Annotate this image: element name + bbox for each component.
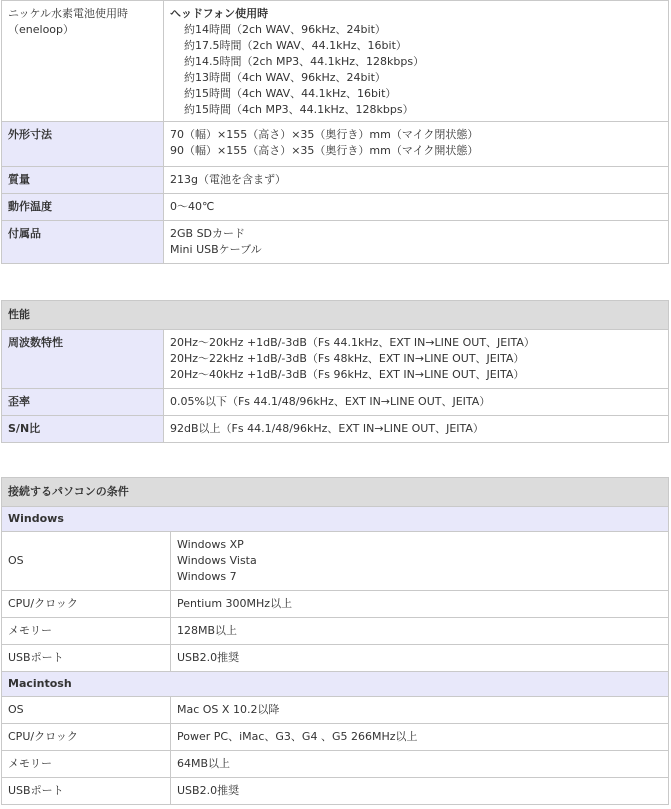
freq-response-label: 周波数特性	[2, 330, 164, 389]
weight-label: 質量	[2, 167, 164, 194]
table-row	[2, 778, 669, 805]
value-line: Windows XP	[177, 538, 244, 551]
operating-temp-value: 0～40℃	[164, 194, 669, 221]
mac-usb-label: USBポート	[2, 778, 171, 805]
table-row	[2, 507, 669, 532]
table-row	[2, 478, 669, 507]
mac-subheading: Macintosh	[2, 672, 669, 697]
value-line: 約15時間（4ch WAV、44.1kHz、16bit）	[184, 87, 397, 100]
value-line: 約17.5時間（2ch WAV、44.1kHz、16bit）	[184, 39, 407, 52]
distortion-value: 0.05%以下（Fs 44.1/48/96kHz、EXT IN→LINE OUT、JEITA）	[164, 389, 669, 416]
value-line: 70（幅）×155（高さ）×35（奥行き）mm（マイク閉状態）	[170, 128, 479, 141]
section-title: 接続するパソコンの条件	[2, 478, 669, 507]
freq-response-value	[164, 330, 669, 389]
mac-os-value: Mac OS X 10.2以降	[171, 697, 669, 724]
table-row	[2, 618, 669, 645]
table-row	[2, 697, 669, 724]
mac-memory-value: 64MB以上	[171, 751, 669, 778]
spec-table-pc-requirements	[1, 477, 669, 805]
battery-label	[2, 1, 164, 122]
table-row	[2, 416, 669, 443]
win-usb-value: USB2.0推奨	[171, 645, 669, 672]
win-os-value	[171, 532, 669, 591]
spec-table-performance	[1, 300, 669, 443]
value-line: 20Hz～20kHz +1dB/-3dB（Fs 44.1kHz、EXT IN→LINE OUT、JEITA）	[170, 336, 535, 349]
table-row	[2, 122, 669, 167]
mac-cpu-value: Power PC、iMac、G3、G4 、G5 266MHz以上	[171, 724, 669, 751]
win-cpu-label: CPU/クロック	[2, 591, 171, 618]
table-row	[2, 724, 669, 751]
table-row	[2, 194, 669, 221]
table-row	[2, 1, 669, 122]
value-line: 約13時間（4ch WAV、96kHz、24bit）	[184, 71, 386, 84]
win-cpu-value: Pentium 300MHz以上	[171, 591, 669, 618]
dimensions-value	[164, 122, 669, 167]
accessories-label: 付属品	[2, 221, 164, 264]
table-row	[2, 751, 669, 778]
value-line: Mini USBケーブル	[170, 243, 262, 256]
table-row	[2, 167, 669, 194]
section-title: 性能	[2, 301, 669, 330]
mac-memory-label: メモリー	[2, 751, 171, 778]
sn-ratio-label: S/N比	[2, 416, 164, 443]
value-line: 約15時間（4ch MP3、44.1kHz、128kbps）	[184, 103, 414, 116]
win-usb-label: USBポート	[2, 645, 171, 672]
value-line: 20Hz～40kHz +1dB/-3dB（Fs 96kHz、EXT IN→LINE OUT、JEITA）	[170, 368, 525, 381]
spec-table-general	[1, 0, 669, 264]
win-os-label: OS	[2, 532, 171, 591]
windows-subheading: Windows	[2, 507, 669, 532]
win-memory-label: メモリー	[2, 618, 171, 645]
value-line: Windows 7	[177, 570, 237, 583]
value-line: Windows Vista	[177, 554, 257, 567]
mac-cpu-label: CPU/クロック	[2, 724, 171, 751]
table-row	[2, 389, 669, 416]
value-line: 20Hz～22kHz +1dB/-3dB（Fs 48kHz、EXT IN→LINE OUT、JEITA）	[170, 352, 525, 365]
sn-ratio-value: 92dB以上（Fs 44.1/48/96kHz、EXT IN→LINE OUT、JEITA）	[164, 416, 669, 443]
win-memory-value: 128MB以上	[171, 618, 669, 645]
accessories-value	[164, 221, 669, 264]
value-line: 90（幅）×155（高さ）×35（奥行き）mm（マイク開状態）	[170, 144, 479, 157]
value-line: 約14.5時間（2ch MP3、44.1kHz、128kbps）	[184, 55, 425, 68]
value-heading: ヘッドフォン使用時	[170, 7, 269, 20]
table-row	[2, 591, 669, 618]
operating-temp-label: 動作温度	[2, 194, 164, 221]
mac-usb-value: USB2.0推奨	[171, 778, 669, 805]
table-row	[2, 221, 669, 264]
table-row	[2, 645, 669, 672]
weight-value: 213g（電池を含まず）	[164, 167, 669, 194]
value-line: 2GB SDカード	[170, 227, 246, 240]
distortion-label: 歪率	[2, 389, 164, 416]
table-row	[2, 301, 669, 330]
table-row	[2, 330, 669, 389]
value-line: 約14時間（2ch WAV、96kHz、24bit）	[184, 23, 386, 36]
table-row	[2, 672, 669, 697]
label-line: （eneloop）	[8, 23, 75, 36]
dimensions-label: 外形寸法	[2, 122, 164, 167]
label-line: ニッケル水素電池使用時	[8, 7, 129, 20]
table-row	[2, 532, 669, 591]
mac-os-label: OS	[2, 697, 171, 724]
battery-value	[164, 1, 669, 122]
